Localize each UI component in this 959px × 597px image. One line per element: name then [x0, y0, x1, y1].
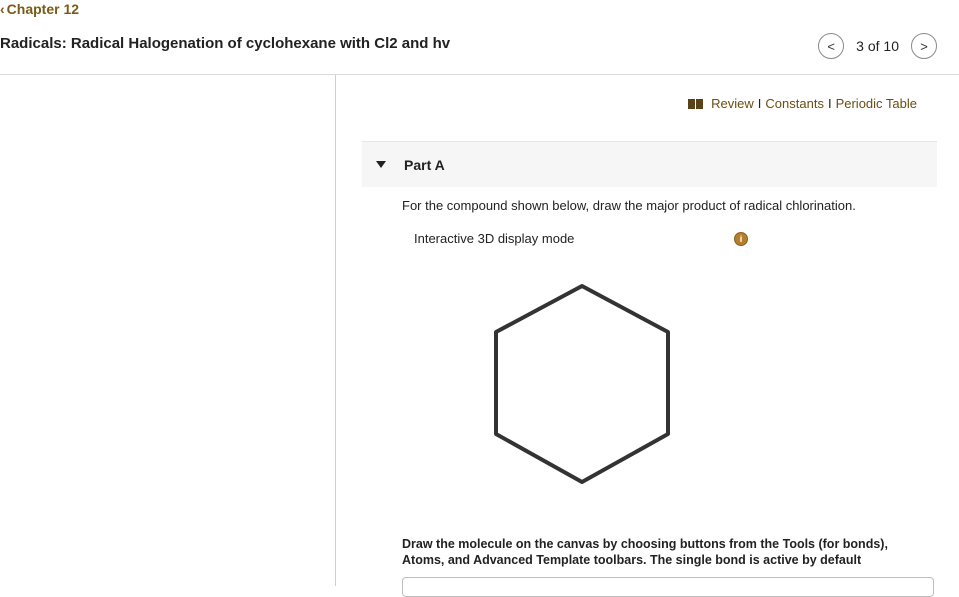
resource-links: [688, 96, 917, 111]
cyclohexane-structure: [490, 282, 675, 488]
left-panel: [0, 75, 335, 586]
info-icon[interactable]: [734, 232, 748, 246]
drawing-instructions: Draw the molecule on the canvas by choosing buttons from the Tools (for bonds), Atoms, and Advanced Template toolbars. The single bond is active by default: [402, 537, 888, 567]
panel-divider: [335, 75, 336, 586]
review-link[interactable]: Review: [711, 96, 754, 111]
link-separator: I: [757, 96, 762, 111]
part-a-header[interactable]: [362, 141, 937, 187]
pager: [818, 33, 937, 59]
page-title: Radicals: Radical Halogenation of cyclohexane with Cl2 and hv: [0, 35, 451, 52]
book-icon: [688, 99, 703, 109]
chevron-left-icon: ‹: [0, 1, 5, 17]
back-link-label: Chapter 12: [6, 1, 80, 17]
constants-link[interactable]: Constants: [765, 96, 824, 111]
link-separator: I: [827, 96, 832, 111]
chevron-right-icon: >: [920, 38, 928, 54]
collapse-triangle-icon[interactable]: [376, 161, 386, 168]
chevron-left-icon: <: [827, 38, 835, 54]
next-item-button[interactable]: [911, 33, 937, 59]
part-label: Part A: [404, 157, 445, 173]
info-icon-glyph: i: [739, 234, 743, 244]
back-to-chapter-link[interactable]: [0, 0, 79, 18]
drawing-canvas[interactable]: [402, 577, 934, 597]
periodic-table-link[interactable]: Periodic Table: [835, 96, 917, 111]
prev-item-button[interactable]: [818, 33, 844, 59]
cyclohexane-ring: [496, 286, 668, 482]
question-text: For the compound shown below, draw the major product of radical chlorination.: [402, 198, 856, 213]
display-mode-label: Interactive 3D display mode: [414, 231, 575, 246]
item-count: 3 of 10: [856, 38, 899, 54]
